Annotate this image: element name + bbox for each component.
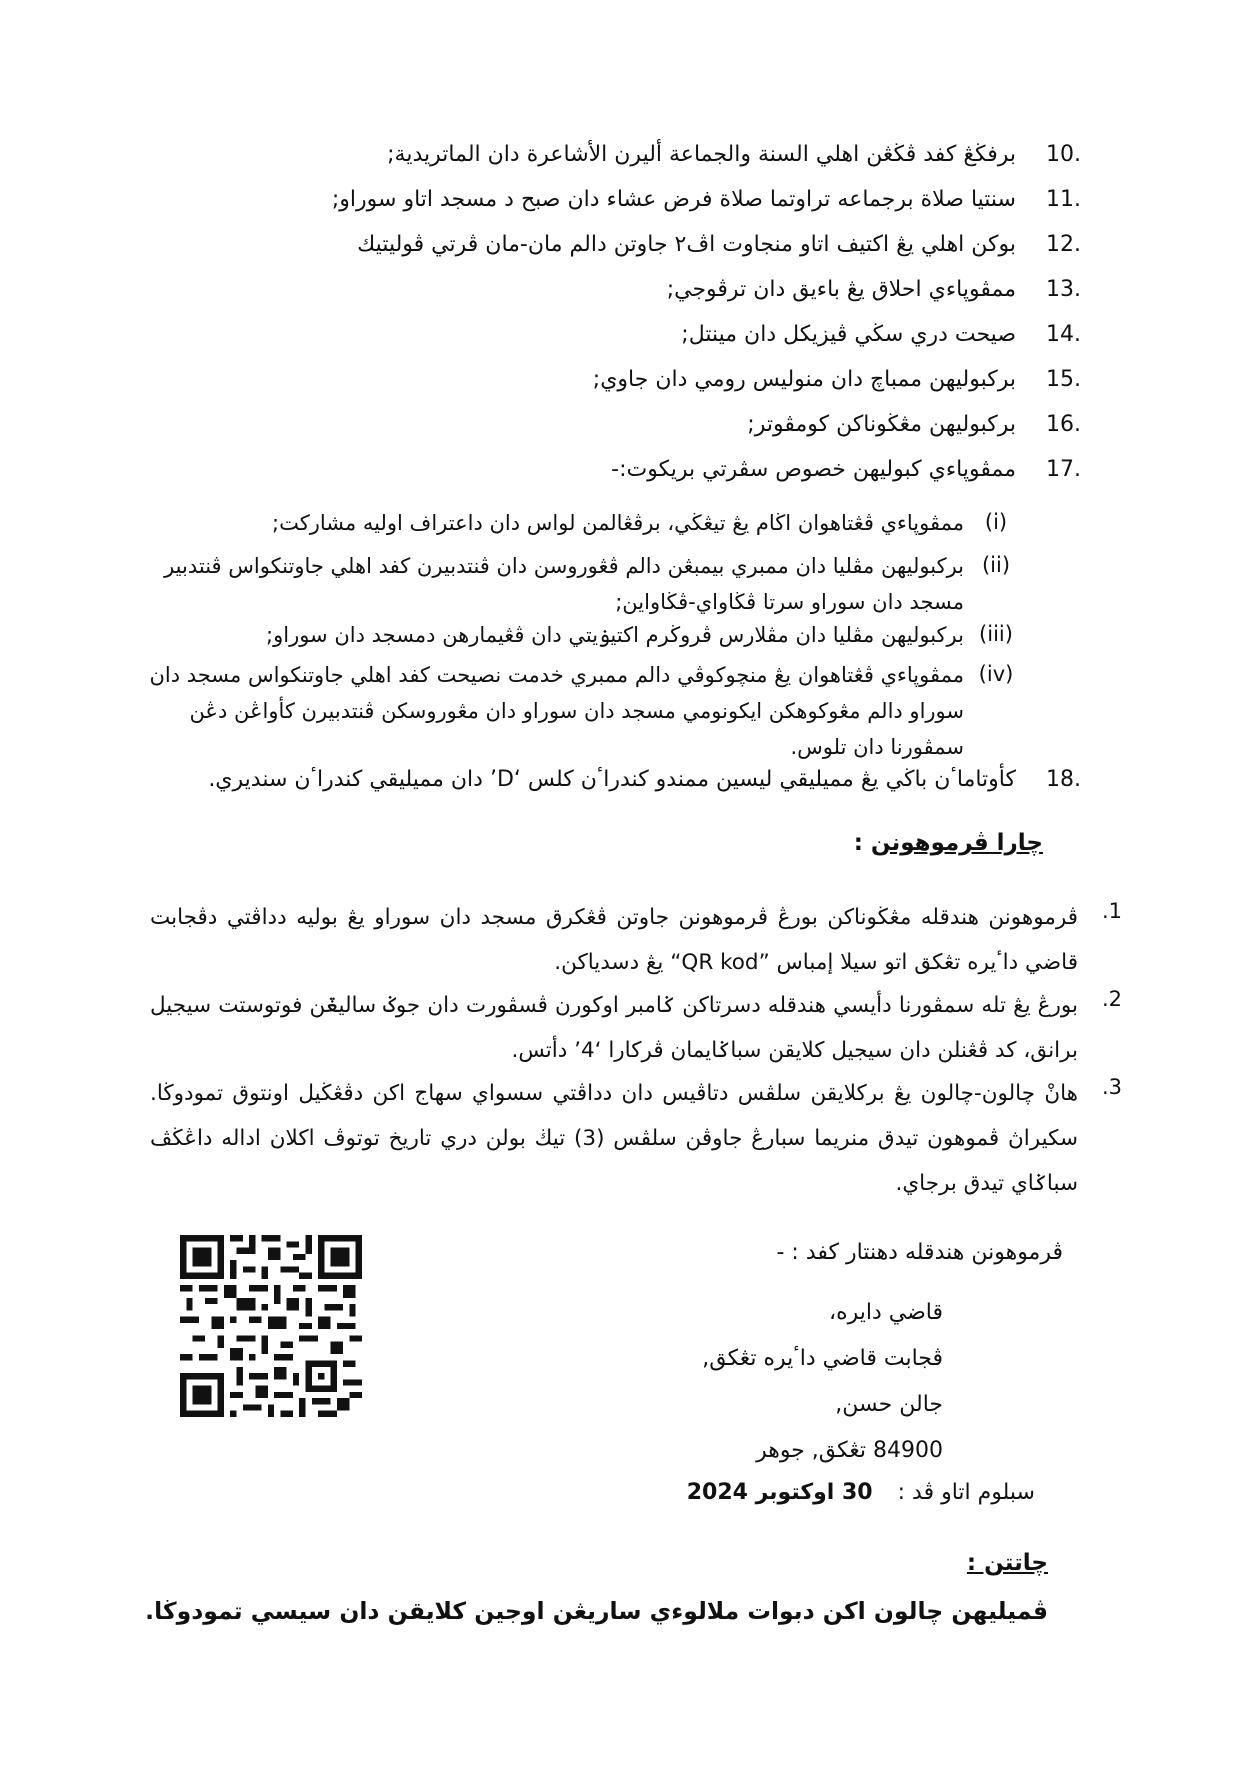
application-heading-colon: : [853, 830, 871, 856]
sub-item-mark: (i) [984, 510, 1008, 534]
requirement-14 [170, 318, 1098, 358]
step-number: .2 [1101, 987, 1123, 1011]
sub-item-text: ممڤوڽاءي ڤڠتاهوان يڠ منچوكوڤي دالم ممبري خدمت نصيحت كفد اهلي جاوتنكواس مسجد دان سوراو دالم مڠوكوهكن ايكونومي مسجد دان سوراو دان مڠوروسكن ڤنتدبيرن كأواڠن دڠن سمڤورنا دان تلوس. [149, 663, 964, 759]
requirement-18 [170, 763, 1098, 803]
item-text: ممڤوڽاءي احلاق يڠ باءيق دان ترڤوجي; [666, 277, 1016, 302]
application-step-3 [150, 1071, 1123, 1206]
item-text: بوكن اهلي يڠ اكتيف اتاو منجاوت اڤ٢ جاوتن دالم مان-مان ڤرتي ڤوليتيك [357, 232, 1016, 257]
requirement-12 [170, 228, 1098, 268]
closing-date: 30 اوكتوبر 2024 [686, 1480, 873, 1505]
item-number: 17. [1046, 457, 1081, 482]
sub-item-iii [130, 617, 1018, 653]
sub-item-mark: (ii) [981, 553, 1011, 577]
application-heading [854, 830, 1043, 856]
send-to-text: ڤرموهونن هندقله دهنتار كفد : - [776, 1240, 1063, 1265]
address-block [702, 1290, 943, 1474]
step-text: بورڠ يڠ تله سمڤورنا دأيسي هندقله دسرتاكن ݢامبر اوكورن ڤسڤورت دان جوݢ ساليݞن فوتوستت سيجيل برانق، كد ڤڠنلن دان سيجيل كلايقن سباݢايمان ڤركارا ‘4’ دأتس. [150, 993, 1078, 1063]
item-number: 10. [1046, 142, 1081, 167]
requirement-11 [170, 183, 1098, 223]
item-text: كأوتاماٴن باڬي يڠ مميليقي ليسين ممندو كندراٴن كلس ‘D’ دان مميليقي كندراٴن سنديري. [208, 767, 1016, 792]
sub-item-mark: (iv) [978, 662, 1014, 686]
item-number: 13. [1046, 277, 1081, 302]
address-line-1: قاضي دايره، [828, 1300, 943, 1325]
item-text: صيحت دري سڬي ڤيزيكل دان مينتل; [681, 322, 1016, 347]
note-heading: چاتتن : [966, 1550, 1048, 1576]
address-line-4: 84900 تڠكق, جوهر [756, 1438, 943, 1463]
step-number: .3 [1101, 1075, 1123, 1099]
closing-label: سبلوم اتاو ڤد : [897, 1480, 1035, 1505]
sub-item-mark: (iii) [979, 622, 1013, 646]
item-number: 11. [1046, 187, 1081, 212]
item-text: بركبوليهن ممباچ دان منوليس رومي دان جاوي; [592, 367, 1016, 392]
sub-item-text: بركبوليهن مڤليا دان ممبري بيمبڠن دالم ڤڠوروسن دان ڤنتدبيرن كفد اهلي جاوتنكواس ڤنتدبير مسجد دان سوراو سرتا ڤڬاواي-ڤڬاواين; [164, 554, 964, 614]
qr-code[interactable] [180, 1235, 362, 1417]
requirement-10 [170, 138, 1098, 178]
item-number: 14. [1046, 322, 1081, 347]
item-text: ممڤوڽاءي كبوليهن خصوص سڤرتي بريكوت:- [611, 457, 1016, 482]
item-text: برفڬڠ كفد ڤڬڠن اهلي السنة والجماعة أليرن الأشاعرة دان الماتريدية; [387, 142, 1016, 167]
requirement-17 [170, 453, 1098, 493]
application-step-1 [150, 895, 1123, 985]
sub-item-iv [130, 657, 1018, 765]
sub-item-text: بركبوليهن مڤليا دان مڤلارس ڤروڬرم اكتيۏيتي دان ڤڠيمارهن دمسجد دان سوراو; [266, 623, 964, 647]
requirement-16 [170, 408, 1098, 448]
step-number: .1 [1101, 899, 1123, 923]
requirement-15 [170, 363, 1098, 403]
requirement-13 [170, 273, 1098, 313]
address-line-3: جالن حسن, [835, 1392, 943, 1417]
item-text: بركبوليهن مڠڬوناكن كومڤوتر; [747, 412, 1016, 437]
step-text: ڤرموهونن هندقله مڠڬوناكن بورڠ ڤرموهونن جاوتن ڤڠكرق مسجد دان سوراو يڠ بوليه دداڤتي دڤجابت قاضي داٴيره تڠكق اتو سيلا إمباس ”QR kod“ يڠ دسدياكن. [150, 905, 1078, 975]
sub-item-i [130, 505, 1018, 541]
sub-item-ii [130, 548, 1018, 620]
step-text: هانْ چالون-چالون يڠ بركلايقن سلڤس دتاڤيس دان دداڤتي سسواي سهاج اكن دڤڠڬيل اونتوق تمودوڬا. سكيراڽ ڤموهون تيدق منريما سبارڠ جاوڤن سلڤس (3) تيڬ بولن دري تاريخ توتوڤ اكلان اداله داڠڬڤ سباݢاي تيدق برجاي. [150, 1081, 1078, 1196]
send-to-label [777, 1230, 1064, 1276]
item-number: 12. [1046, 232, 1081, 257]
address-line-2: ڤجابت قاضي داٴيره تڠكق, [702, 1346, 943, 1371]
application-heading-text: چارا ڤرموهونن [870, 830, 1043, 856]
sub-item-text: ممڤوڽاءي ڤڠتاهوان اڬام يڠ تيڠڬي، برڤڠالمن لواس دان داعتراف اوليه مشاركت; [272, 511, 964, 535]
application-step-2 [150, 983, 1123, 1073]
note-text: ڤميليهن چالون اكن دبوات ملالوءي ساريڠن اوجين كلايقن دان سيسي تمودوڬا. [145, 1597, 1048, 1625]
item-number: 15. [1046, 367, 1081, 392]
closing-date-row [687, 1480, 1035, 1505]
item-number: 16. [1046, 412, 1081, 437]
item-number: 18. [1046, 767, 1081, 792]
item-text: سنتيا صلاة برجماعه تراوتما صلاة فرض عشاء دان صبح د مسجد اتاو سوراو; [331, 187, 1016, 212]
